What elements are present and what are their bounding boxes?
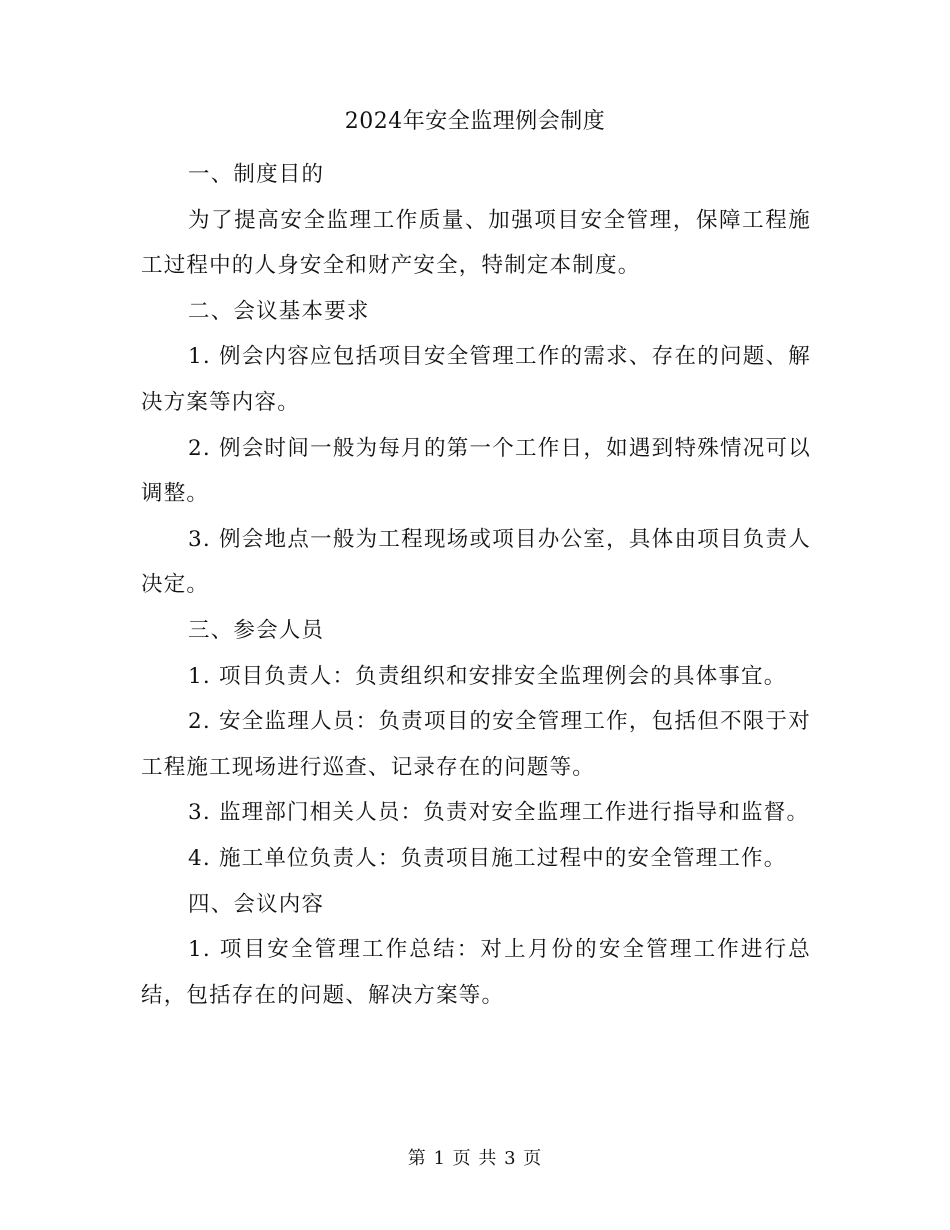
section-heading-content: 四、会议内容 [188,891,325,917]
section-heading-purpose: 一、制度目的 [188,162,325,187]
paragraph-attendee-2: 2. 安全监理人员：负责项目的安全管理工作，包括但不限于对工程施工现场进行巡查、记录存在的问题等。 [141,709,811,780]
paragraph-attendee-3: 3. 监理部门相关人员：负责对安全监理工作进行指导和监督。 [188,800,810,826]
paragraph-requirement-1: 1. 例会内容应包括项目安全管理工作的需求、存在的问题、解决方案等内容。 [141,344,811,415]
paragraph-purpose: 为了提高安全监理工作质量、加强项目安全管理，保障工程施工过程中的人身安全和财产安全，特制定本制度。 [141,207,811,279]
document-body [141,152,811,1018]
paragraph-requirement-2: 2. 例会时间一般为每月的第一个工作日，如遇到特殊情况可以调整。 [141,435,811,507]
page-number-footer: 第 1 页 共 3 页 [407,1148,543,1169]
document-title: 2024年安全监理例会制度 [344,109,606,134]
section-heading-requirements: 二、会议基本要求 [188,298,370,324]
paragraph-content-1: 1. 项目安全管理工作总结：对上月份的安全管理工作进行总结，包括存在的问题、解决方案等。 [141,937,811,1008]
paragraph-attendee-4: 4. 施工单位负责人：负责项目施工过程中的安全管理工作。 [188,845,787,871]
paragraph-attendee-1: 1. 项目负责人：负责组织和安排安全监理例会的具体事宜。 [188,663,787,689]
section-heading-attendees: 三、参会人员 [188,617,325,643]
paragraph-requirement-3: 3. 例会地点一般为工程现场或项目办公室，具体由项目负责人决定。 [141,526,811,598]
